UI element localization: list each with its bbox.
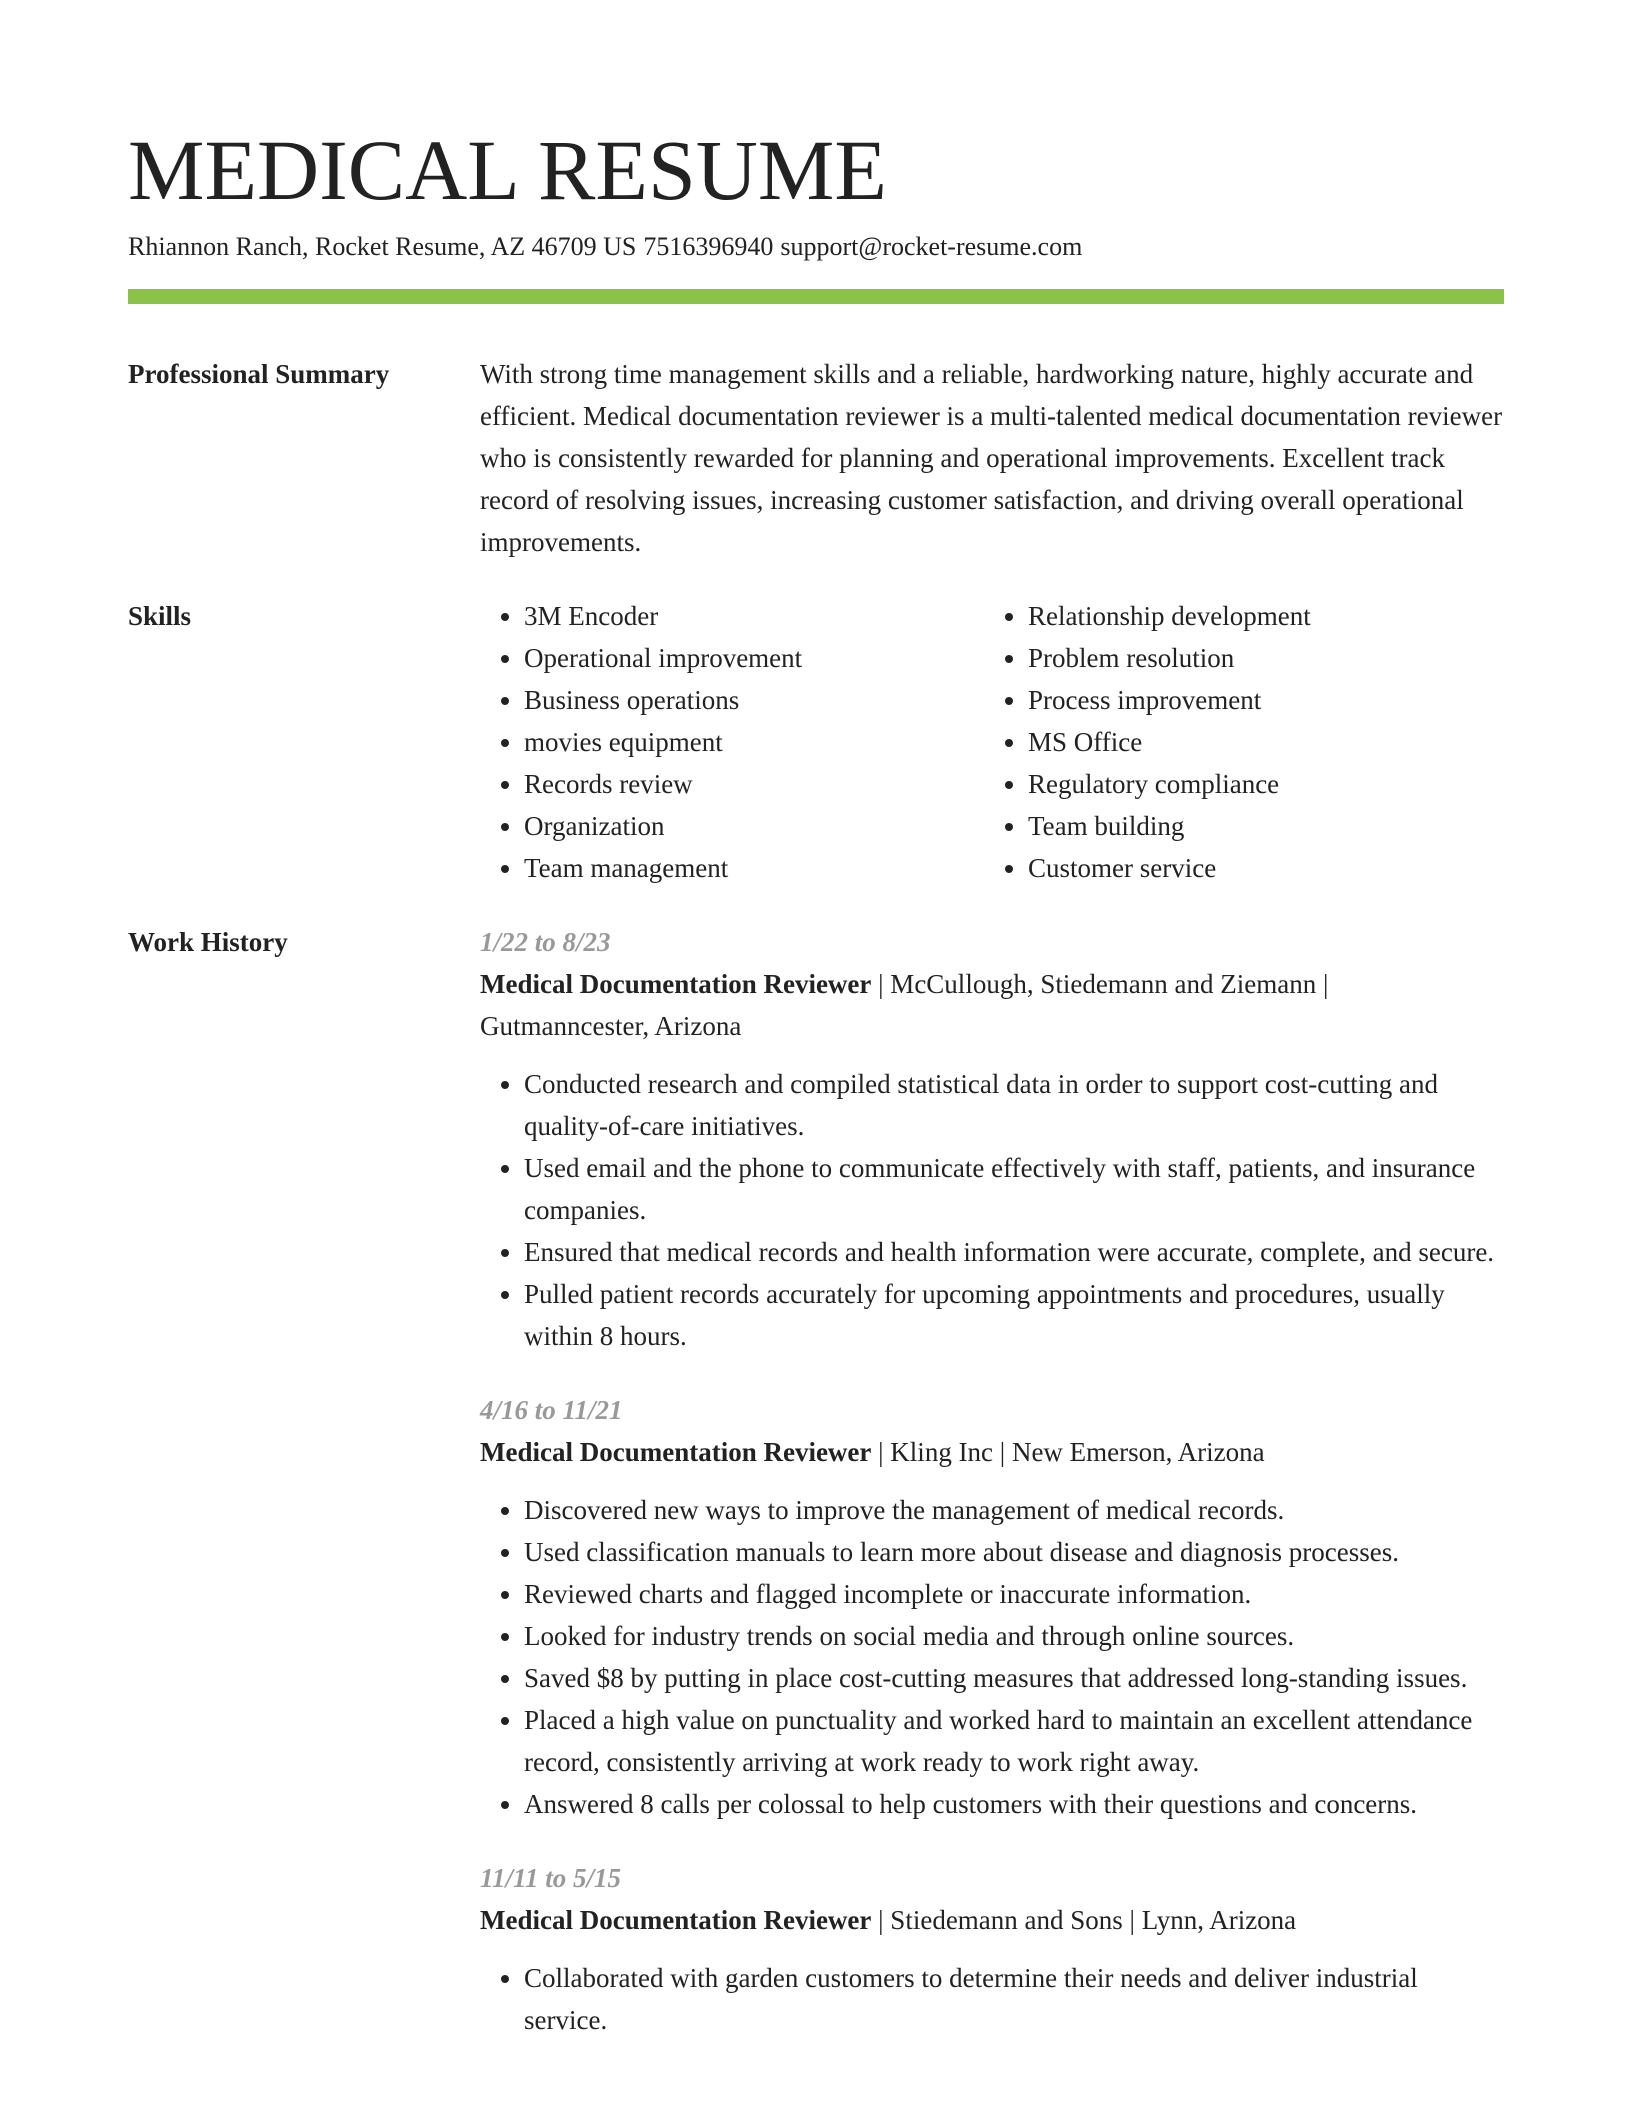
skill-item: • Regulatory compliance <box>1028 763 1488 805</box>
summary-section <box>128 353 1504 563</box>
job-bullet: • Used classification manuals to learn more about disease and diagnosis processes. <box>524 1531 1504 1573</box>
summary-heading: Professional Summary <box>128 359 390 389</box>
job-dates: 1/22 to 8/23 <box>480 927 611 957</box>
skill-item: • Relationship development <box>1028 595 1488 637</box>
job-entry <box>480 1389 1504 1825</box>
job-entry <box>480 1857 1504 2041</box>
skill-item: • 3M Encoder <box>524 595 984 637</box>
skill-item: • Team management <box>524 847 984 889</box>
skill-item: • Customer service <box>1028 847 1488 889</box>
contact-email[interactable]: support@rocket-resume.com <box>780 232 1083 261</box>
job-title-line <box>480 1431 1504 1473</box>
job-title: Medical Documentation Reviewer <box>480 969 872 999</box>
contact-address: Rhiannon Ranch, Rocket Resume, AZ 46709 US <box>128 232 637 261</box>
job-dates: 4/16 to 11/21 <box>480 1395 623 1425</box>
skill-item: • MS Office <box>1028 721 1488 763</box>
work-history-heading: Work History <box>128 927 288 957</box>
skills-column-left <box>480 595 984 889</box>
job-bullet: • Pulled patient records accurately for upcoming appointments and procedures, usually within 8 hours. <box>524 1273 1504 1357</box>
job-employer-location: | Stiedemann and Sons | Lynn, Arizona <box>871 1905 1297 1935</box>
skill-item: • Operational improvement <box>524 637 984 679</box>
job-employer-location: | McCullough, Stiedemann and Ziemann | Gutmanncester, Arizona <box>480 969 1329 1041</box>
job-title-line <box>480 1899 1504 1941</box>
job-bullets <box>480 1489 1504 1825</box>
work-history-body <box>480 921 1504 2041</box>
job-bullets <box>480 1957 1504 2041</box>
job-bullet: • Reviewed charts and flagged incomplete or inaccurate information. <box>524 1573 1504 1615</box>
job-bullet: • Used email and the phone to communicate effectively with staff, patients, and insurance companies. <box>524 1147 1504 1231</box>
job-bullet: • Collaborated with garden customers to determine their needs and deliver industrial service. <box>524 1957 1504 2041</box>
job-title: Medical Documentation Reviewer <box>480 1437 872 1467</box>
skill-item: • Problem resolution <box>1028 637 1488 679</box>
work-history-section <box>128 921 1504 2041</box>
job-title: Medical Documentation Reviewer <box>480 1905 872 1935</box>
job-bullet: • Conducted research and compiled statistical data in order to support cost-cutting and quality-of-care initiatives. <box>524 1063 1504 1147</box>
skill-item: • Process improvement <box>1028 679 1488 721</box>
contact-line <box>128 230 1504 264</box>
skill-item: • Team building <box>1028 805 1488 847</box>
skill-item: • Business operations <box>524 679 984 721</box>
contact-phone: 7516396940 <box>643 232 774 261</box>
job-employer-location: | Kling Inc | New Emerson, Arizona <box>871 1437 1265 1467</box>
skills-body <box>480 595 1504 889</box>
job-bullet: • Discovered new ways to improve the management of medical records. <box>524 1489 1504 1531</box>
skill-item: • movies equipment <box>524 721 984 763</box>
job-bullet: • Answered 8 calls per colossal to help customers with their questions and concerns. <box>524 1783 1504 1825</box>
resume-page <box>128 122 1504 2041</box>
skill-item: • Records review <box>524 763 984 805</box>
job-title-line <box>480 963 1504 1047</box>
job-bullet: • Saved $8 by putting in place cost-cutting measures that addressed long-standing issues. <box>524 1657 1504 1699</box>
job-entry <box>480 921 1504 1357</box>
header-divider <box>128 289 1504 304</box>
job-dates: 11/11 to 5/15 <box>480 1863 622 1893</box>
job-bullet: • Looked for industry trends on social media and through online sources. <box>524 1615 1504 1657</box>
job-bullets <box>480 1063 1504 1357</box>
skill-item: • Organization <box>524 805 984 847</box>
job-bullet: • Ensured that medical records and health information were accurate, complete, and secure. <box>524 1231 1504 1273</box>
skills-section <box>128 595 1504 889</box>
summary-text: With strong time management skills and a reliable, hardworking nature, highly accurate and efficient. Medical documentation reviewer is a multi-talented medical documentation reviewer who is consistently rewarded for planning and operational improvements. Excellent track record of resolving issues, increasing customer satisfaction, and driving overall operational improvements. <box>480 359 1503 557</box>
skills-column-right <box>984 595 1488 889</box>
skills-heading: Skills <box>128 601 192 631</box>
job-bullet: • Placed a high value on punctuality and worked hard to maintain an excellent attendance record, consistently arriving at work ready to work right away. <box>524 1699 1504 1783</box>
resume-title: MEDICAL RESUME <box>128 122 887 218</box>
